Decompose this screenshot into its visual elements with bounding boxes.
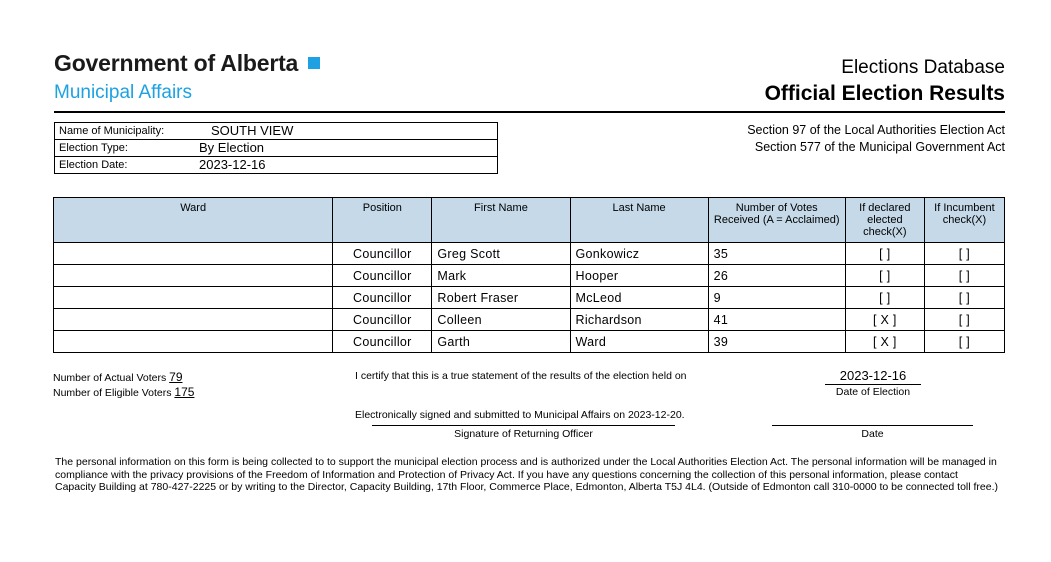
position-cell: Councillor <box>333 287 432 309</box>
section-97-reference: Section 97 of the Local Authorities Election Act <box>747 123 1005 137</box>
municipality-info-box <box>54 122 498 174</box>
ministry-name: Municipal Affairs <box>54 82 192 103</box>
privacy-notice: The personal information on this form is being collected to to support the municipal election process and is authorized under the Local Authorities Election Act. The personal information will be managed in compliance with the privacy provisions of the Freedom of Information and Protection of Privacy Act. If you have any questions concerning the collection of this personal information, please contact Capacity Building at 780-427-2225 or by writing to the Director, Capacity Building, 17th Floor, Commerce Place, Edmonton, Alberta T5J 4L4. (Outside of Edmonton call 310-0000 to be connected toll free.) <box>55 456 998 493</box>
municipality-label: Name of Municipality: <box>59 125 165 137</box>
column-header-ward: Ward <box>54 198 333 243</box>
column-header-elected: If declared elected check(X) <box>845 198 924 243</box>
first-name-cell: Greg Scott <box>432 243 570 265</box>
votes-cell: 26 <box>708 265 845 287</box>
table-row <box>54 265 1005 287</box>
incumbent-checkbox: [ ] <box>924 265 1004 287</box>
election-type-row <box>55 140 497 157</box>
logo-square-icon <box>308 57 320 69</box>
election-type-value: By Election <box>199 140 265 155</box>
section-577-reference: Section 577 of the Municipal Government Act <box>754 140 1005 154</box>
signature-line <box>372 425 675 426</box>
elected-checkbox: [ X ] <box>845 309 924 331</box>
municipality-value: SOUTH VIEW <box>211 123 294 138</box>
first-name-cell: Robert Fraser <box>432 287 570 309</box>
election-date-row <box>55 157 497 173</box>
column-header-votes: Number of Votes Received (A = Acclaimed) <box>708 198 845 243</box>
last-name-cell: Ward <box>570 331 708 353</box>
position-cell: Councillor <box>333 265 432 287</box>
date-signature-line <box>772 425 973 426</box>
table-row <box>54 331 1005 353</box>
certification-statement: I certify that this is a true statement of the results of the election held on <box>355 370 687 382</box>
position-cell: Councillor <box>333 331 432 353</box>
eligible-voters-line <box>53 385 194 400</box>
elected-checkbox: [ ] <box>845 243 924 265</box>
election-date-value: 2023-12-16 <box>199 157 266 172</box>
ward-cell <box>54 331 333 353</box>
first-name-cell: Garth <box>432 331 570 353</box>
election-date-label: Election Date: <box>59 159 128 171</box>
table-row <box>54 309 1005 331</box>
ward-cell <box>54 309 333 331</box>
ward-cell <box>54 287 333 309</box>
electronic-signature-note: Electronically signed and submitted to Municipal Affairs on 2023-12-20. <box>355 409 685 421</box>
last-name-cell: McLeod <box>570 287 708 309</box>
table-row <box>54 287 1005 309</box>
table-header-row <box>54 198 1005 243</box>
government-name: Government of Alberta <box>54 50 299 76</box>
ward-cell <box>54 265 333 287</box>
last-name-cell: Richardson <box>570 309 708 331</box>
voter-counts <box>53 370 194 400</box>
incumbent-checkbox: [ ] <box>924 287 1004 309</box>
municipality-row <box>55 123 497 140</box>
legislation-references <box>747 122 1005 156</box>
column-header-first-name: First Name <box>432 198 570 243</box>
table-row <box>54 243 1005 265</box>
date-of-election-label: Date of Election <box>835 386 911 398</box>
election-type-label: Election Type: <box>59 142 128 154</box>
last-name-cell: Hooper <box>570 265 708 287</box>
results-table <box>53 197 1005 353</box>
elected-checkbox: [ ] <box>845 287 924 309</box>
database-title: Elections Database <box>841 57 1005 78</box>
actual-voters-value: 79 <box>169 370 183 384</box>
election-date-certified: 2023-12-16 <box>825 368 921 385</box>
position-cell: Councillor <box>333 243 432 265</box>
date-label: Date <box>861 428 884 440</box>
eligible-voters-label: Number of Eligible Voters <box>53 387 172 399</box>
page-title: Official Election Results <box>764 82 1005 105</box>
elected-checkbox: [ X ] <box>845 331 924 353</box>
votes-cell: 9 <box>708 287 845 309</box>
votes-cell: 35 <box>708 243 845 265</box>
signature-label: Signature of Returning Officer <box>454 428 593 440</box>
incumbent-checkbox: [ ] <box>924 331 1004 353</box>
eligible-voters-value: 175 <box>174 385 195 399</box>
first-name-cell: Colleen <box>432 309 570 331</box>
last-name-cell: Gonkowicz <box>570 243 708 265</box>
actual-voters-label: Number of Actual Voters <box>53 372 167 384</box>
elected-checkbox: [ ] <box>845 265 924 287</box>
column-header-position: Position <box>333 198 432 243</box>
government-logo <box>54 50 320 77</box>
first-name-cell: Mark <box>432 265 570 287</box>
column-header-incumbent: If Incumbent check(X) <box>924 198 1004 243</box>
position-cell: Councillor <box>333 309 432 331</box>
column-header-last-name: Last Name <box>570 198 708 243</box>
ward-cell <box>54 243 333 265</box>
incumbent-checkbox: [ ] <box>924 243 1004 265</box>
votes-cell: 39 <box>708 331 845 353</box>
header-divider <box>54 111 1005 113</box>
votes-cell: 41 <box>708 309 845 331</box>
incumbent-checkbox: [ ] <box>924 309 1004 331</box>
actual-voters-line <box>53 370 194 385</box>
